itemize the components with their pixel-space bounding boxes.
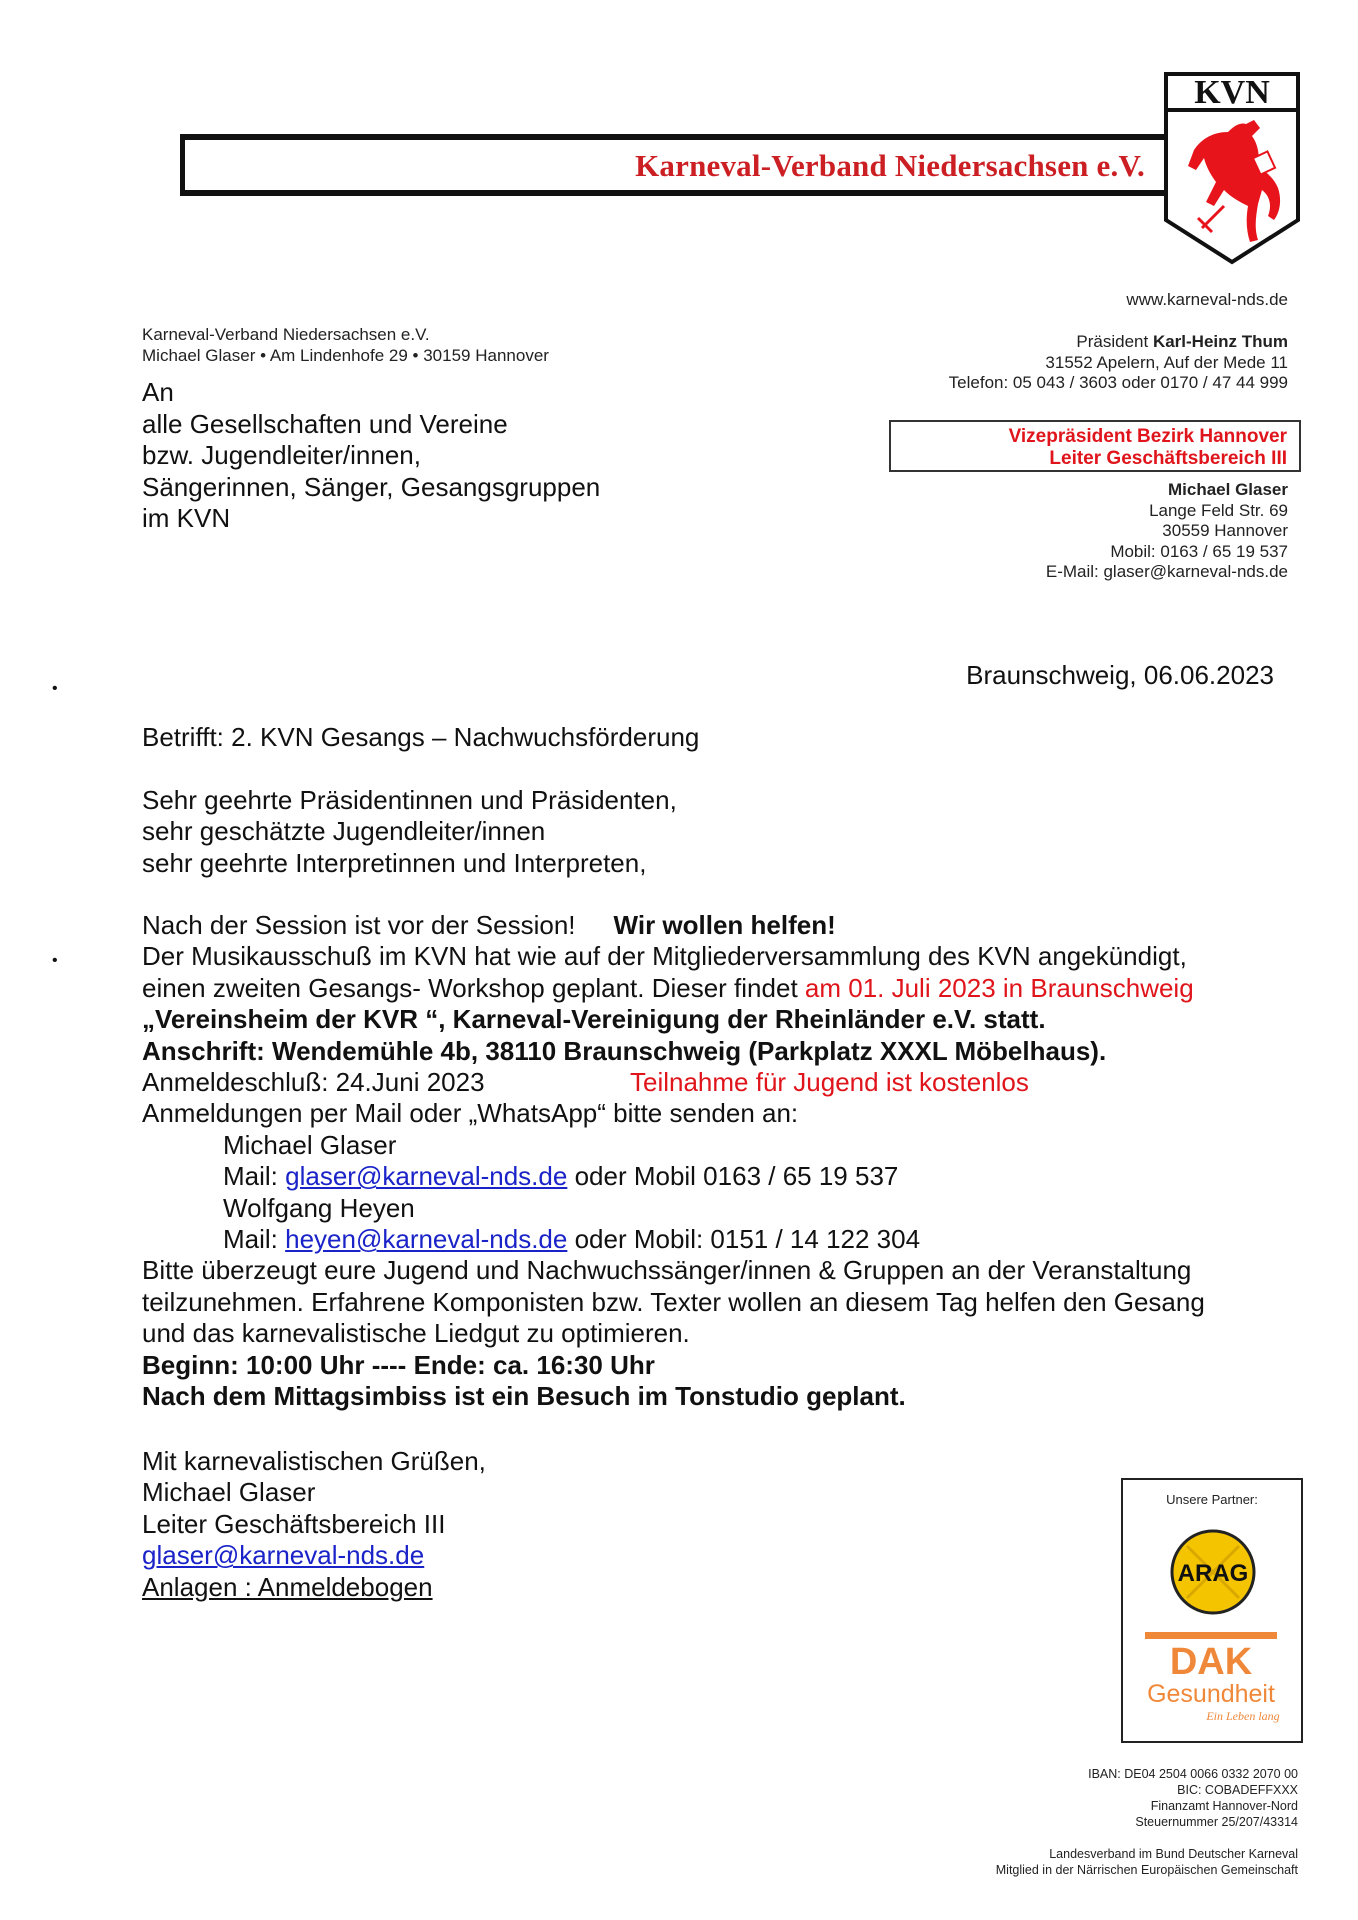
salutation-line: sehr geehrte Interpretinnen und Interpreten, bbox=[142, 847, 647, 878]
arag-text: ARAG bbox=[1177, 1560, 1249, 1587]
dak-text: DAK bbox=[1169, 1641, 1253, 1683]
deadline-line bbox=[142, 1067, 1205, 1098]
mail-label: Mail: bbox=[223, 1224, 286, 1255]
recipient-line: alle Gesellschaften und Vereine bbox=[142, 408, 508, 439]
president-phone: Telefon: 05 043 / 3603 oder 0170 / 47 44 999 bbox=[948, 373, 1288, 392]
deadline: Anmeldeschluß: 24.Juni 2023 bbox=[142, 1067, 485, 1098]
salutation bbox=[142, 785, 677, 879]
date-line: Braunschweig, 06.06.2023 bbox=[966, 660, 1274, 690]
event-date: am 01. Juli 2023 in Braunschweig bbox=[804, 972, 1194, 1003]
free-note: Teilnahme für Jugend ist kostenlos bbox=[630, 1067, 1029, 1098]
logo-text: KVN bbox=[1194, 74, 1270, 111]
president-address: 31552 Apelern, Auf der Mede 11 bbox=[1045, 352, 1288, 372]
body-line bbox=[142, 973, 1205, 1004]
register-line: Anmeldungen per Mail oder „WhatsApp“ bitte senden an: bbox=[142, 1098, 799, 1129]
contact1-name: Michael Glaser bbox=[223, 1129, 397, 1160]
president-block bbox=[949, 332, 1288, 394]
times-line: Beginn: 10:00 Uhr ---- Ende: ca. 16:30 Uhr bbox=[142, 1349, 655, 1380]
glaser-name: Michael Glaser bbox=[1167, 480, 1288, 499]
contact2-email-link[interactable]: heyen@karneval-nds.de bbox=[285, 1224, 568, 1255]
recipient-block bbox=[142, 377, 600, 535]
contact1-phone: oder Mobil 0163 / 65 19 537 bbox=[567, 1161, 899, 1192]
president-name: Karl-Heinz Thum bbox=[1152, 332, 1288, 351]
sender-line-1: Karneval-Verband Niedersachsen e.V. bbox=[142, 325, 430, 344]
kvn-logo bbox=[1162, 70, 1302, 266]
recipient-line: Sängerinnen, Sänger, Gesangsgruppen bbox=[142, 471, 601, 502]
president-label: Präsident bbox=[1076, 332, 1153, 351]
president-line bbox=[949, 332, 1288, 353]
salutation-line: sehr geschätzte Jugendleiter/innen bbox=[142, 816, 546, 847]
venue-line: „Vereinsheim der KVR “, Karneval-Vereinigung der Rheinländer e.V. statt. bbox=[142, 1004, 1046, 1035]
vp-title: Vizepräsident Bezirk Hannover bbox=[1008, 426, 1287, 447]
glaser-city: 30559 Hannover bbox=[1162, 521, 1288, 540]
recipient-line: bzw. Jugendleiter/innen, bbox=[142, 440, 421, 470]
arag-logo bbox=[1169, 1528, 1257, 1616]
vp-box bbox=[889, 420, 1301, 472]
glaser-street: Lange Feld Str. 69 bbox=[1149, 500, 1288, 520]
recipient-line: im KVN bbox=[142, 503, 231, 533]
dak-sub: Gesundheit bbox=[1147, 1680, 1275, 1708]
iban: IBAN: DE04 2504 0066 0332 2070 00 bbox=[1088, 1767, 1298, 1781]
contact2-phone: oder Mobil: 0151 / 14 122 304 bbox=[567, 1224, 921, 1255]
bank-info bbox=[1088, 1766, 1298, 1830]
body-text: einen zweiten Gesangs- Workshop geplant. Dieser findet bbox=[142, 972, 805, 1003]
subject-line: Betrifft: 2. KVN Gesangs – Nachwuchsförderung bbox=[142, 722, 700, 752]
closing-name: Michael Glaser bbox=[142, 1477, 316, 1508]
contact1-email-link[interactable]: glaser@karneval-nds.de bbox=[285, 1161, 568, 1192]
recipient-line: An bbox=[142, 377, 174, 407]
intro-text: Nach der Session ist vor der Session! bbox=[142, 910, 576, 940]
org-name: Karneval-Verband Niedersachsen e.V. bbox=[635, 148, 1145, 183]
sender-line-2: Michael Glaser • Am Lindenhofe 29 • 30159 Hannover bbox=[142, 346, 549, 365]
sender-address bbox=[142, 324, 549, 366]
finanzamt: Finanzamt Hannover-Nord bbox=[1150, 1799, 1298, 1813]
closing-title: Leiter Geschäftsbereich III bbox=[142, 1508, 446, 1539]
partners-title: Unsere Partner: bbox=[1166, 1492, 1258, 1507]
contact1-line bbox=[142, 1161, 1205, 1192]
mail-label: Mail: bbox=[223, 1161, 286, 1192]
dak-logo bbox=[1145, 1632, 1283, 1730]
glaser-mobile: Mobil: 0163 / 65 19 537 bbox=[1110, 541, 1288, 561]
intro-bold: Wir wollen helfen! bbox=[613, 910, 836, 940]
contact2-name: Wolfgang Heyen bbox=[223, 1192, 415, 1223]
closing-email-link[interactable]: glaser@karneval-nds.de bbox=[142, 1540, 425, 1571]
contact2-line bbox=[142, 1224, 1205, 1255]
body-line: teilzunehmen. Erfahrene Komponisten bzw. Texter wollen an diesem Tag helfen den Gesang bbox=[142, 1286, 1205, 1317]
steuernummer: Steuernummer 25/207/43314 bbox=[1135, 1815, 1298, 1829]
body-line: Der Musikausschuß im KVN hat wie auf der Mitgliederversammlung des KVN angekündigt, bbox=[142, 941, 1187, 972]
body-line: und das karnevalistische Liedgut zu optimieren. bbox=[142, 1318, 690, 1349]
studio-line: Nach dem Mittagsimbiss ist ein Besuch im Tonstudio geplant. bbox=[142, 1381, 906, 1412]
salutation-line: Sehr geehrte Präsidentinnen und Präsidenten, bbox=[142, 785, 677, 815]
fold-mark: • bbox=[52, 680, 58, 697]
letter-body bbox=[142, 910, 1205, 1413]
mitglied: Mitglied in der Närrischen Europäischen Gemeinschaft bbox=[995, 1863, 1298, 1877]
partners-box bbox=[1121, 1478, 1303, 1743]
intro-line bbox=[142, 910, 1205, 941]
body-line: Bitte überzeugt eure Jugend und Nachwuchssänger/innen & Gruppen an der Veranstaltung bbox=[142, 1255, 1192, 1286]
website[interactable]: www.karneval-nds.de bbox=[1126, 290, 1288, 309]
landesverband: Landesverband im Bund Deutscher Karneval bbox=[1049, 1847, 1298, 1861]
address-line: Anschrift: Wendemühle 4b, 38110 Braunschweig (Parkplatz XXXL Möbelhaus). bbox=[142, 1035, 1107, 1066]
closing-greeting: Mit karnevalistischen Grüßen, bbox=[142, 1446, 486, 1476]
glaser-email: E-Mail: glaser@karneval-nds.de bbox=[1045, 562, 1288, 581]
vp-subtitle: Leiter Geschäftsbereich III bbox=[1049, 448, 1287, 469]
glaser-contact bbox=[1046, 480, 1288, 583]
closing-block bbox=[142, 1446, 486, 1603]
letterhead-banner bbox=[180, 134, 1165, 196]
attachment-line[interactable]: Anlagen : Anmeldebogen bbox=[142, 1571, 433, 1602]
dak-slogan: Ein Leben lang bbox=[1206, 1709, 1280, 1723]
membership-info bbox=[996, 1846, 1298, 1878]
bic: BIC: COBADEFFXXX bbox=[1177, 1783, 1298, 1797]
fold-mark: • bbox=[52, 952, 58, 969]
